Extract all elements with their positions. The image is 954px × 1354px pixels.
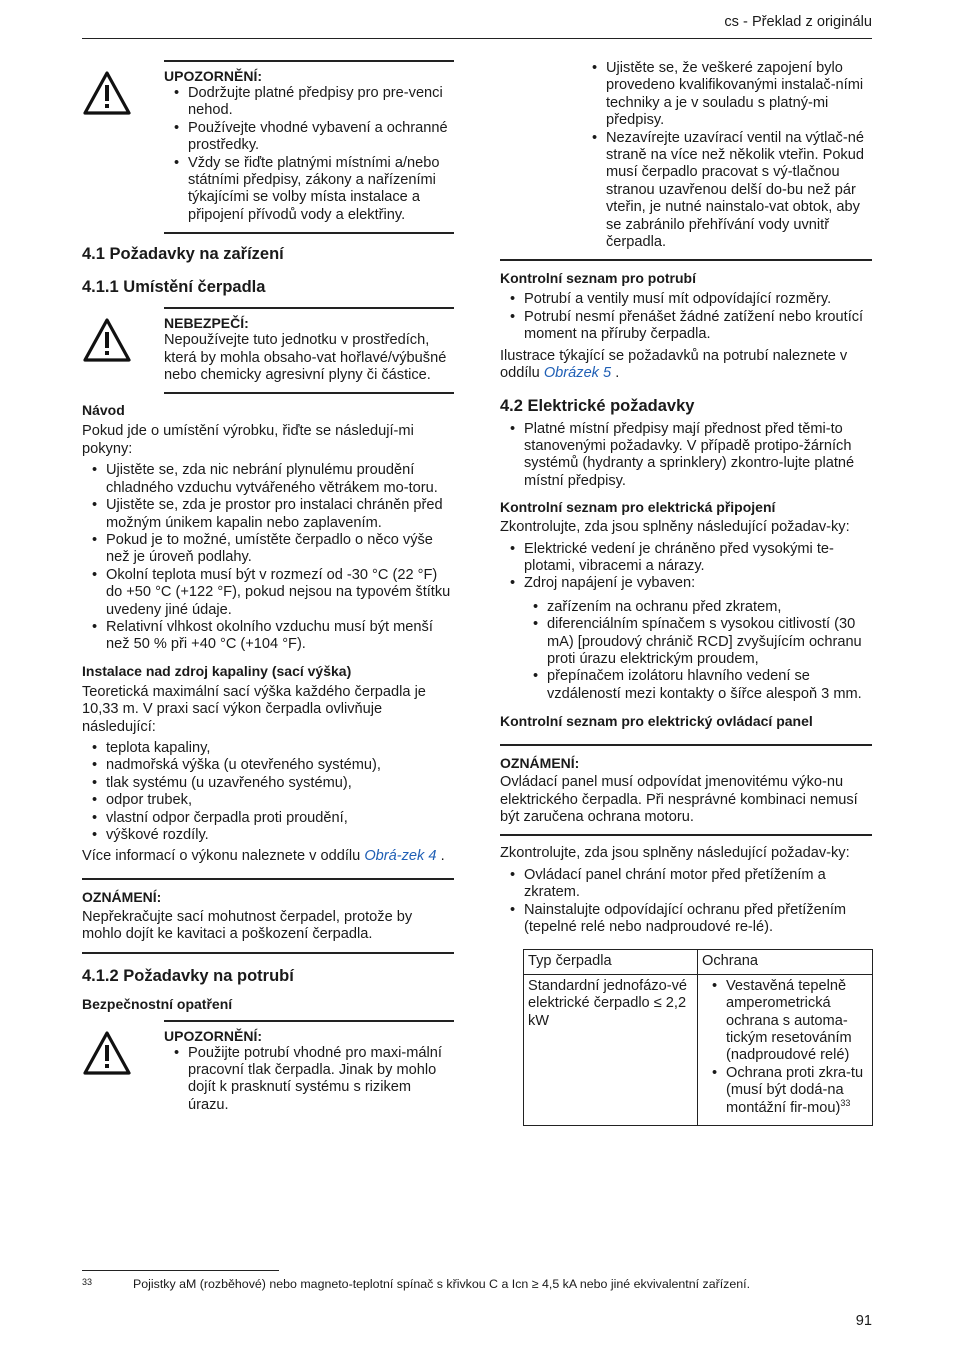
list-item: • tlak systému (u uzavřeného systému), — [82, 775, 454, 792]
navod-list — [82, 462, 454, 653]
protection-table — [523, 949, 873, 1126]
warning-label: UPOZORNĚNÍ: — [164, 1027, 262, 1044]
list-item: • Ovládací panel chrání motor před přetížením a zkratem. — [500, 867, 872, 902]
section-heading-4-1-2: 4.1.2 Požadavky na potrubí — [82, 966, 294, 985]
subheading-pipe-checklist: Kontrolní seznam pro potrubí — [500, 270, 696, 287]
navod-intro: Pokud jde o umístění výrobku, řiďte se následují-mi pokyny: — [82, 423, 414, 457]
list-item: • Pokud je to možné, umístěte čerpadlo o něco výše než je úroveň podlahy. — [82, 532, 454, 567]
list-item: • Použijte potrubí vhodné pro maxi-mální pracovní tlak čerpadla. Jinak by mohlo dojít k prasknutí systému s rizikem úrazu. — [164, 1045, 454, 1115]
warning-box-1-continued — [500, 60, 872, 261]
table-header-protection: Ochrana — [698, 950, 873, 974]
list-item: • teplota kapaliny, — [82, 740, 454, 757]
warning-list — [164, 1045, 454, 1115]
danger-box — [82, 307, 454, 394]
protection-list — [702, 978, 868, 1117]
notice-text: Ovládací panel musí odpovídat jmenovitému výko-nu elektrického čerpadla. Při nesprávné kombinaci nemusí být zaručena ochrana motoru. — [500, 774, 858, 825]
danger-text: Nepoužívejte tuto jednotku v prostředích, která by mohla obsaho-vat hořlavé/výbušné nebo chemicky agresivní plyny či částice. — [164, 332, 447, 384]
list-item: • Potrubí nesmí přenášet žádné zatížení nebo kroutící moment na příruby čerpadla. — [500, 309, 872, 344]
list-item: • Platné místní předpisy mají přednost před těmi-to stanovenými požadavky. V případě protipo-žárních systémů (hydranty a sprinklery) zkontro-lujte platné místní předpisy. — [500, 421, 872, 491]
list-item: • Používejte vhodné vybavení a ochranné prostředky. — [164, 120, 454, 155]
list-item: • odpor trubek, — [82, 792, 454, 809]
illustration-text: Ilustrace týkající se požadavků na potrubí naleznete v oddílu — [500, 347, 848, 382]
list-item: • Zdroj napájení je vybaven: — [500, 575, 872, 592]
page-number: 91 — [855, 1313, 872, 1329]
warning-triangle-icon — [82, 317, 132, 363]
warning-box-2 — [82, 1020, 454, 1119]
panel-checklist — [500, 867, 872, 937]
illustration-paragraph — [500, 348, 872, 383]
header-rule — [82, 38, 872, 39]
footnote-rule — [82, 1270, 279, 1271]
more-info-suffix: . — [440, 848, 445, 865]
subheading-safety: Bezpečnostní opatření — [82, 995, 233, 1012]
subheading-navod: Návod — [82, 402, 125, 419]
electrical-check-intro: Zkontrolujte, zda jsou splněny následující požadav-ky: — [500, 519, 850, 536]
list-item: • Vždy se řiďte platnými místními a/nebo státními předpisy, zákony a nařízeními týkajícími se volby místa instalace a připojení přívodů vody a elektřiny. — [164, 155, 454, 225]
illustration-suffix: . — [615, 365, 620, 382]
warning-label: UPOZORNĚNÍ: — [164, 68, 262, 84]
figure-4-link[interactable]: Obrá-zek 4 — [364, 848, 437, 865]
electrical-list — [500, 421, 872, 491]
list-item: • zařízením na ochranu před zkratem, — [500, 599, 872, 616]
list-item: • Dodržujte platné předpisy pro pre-venci nehod. — [164, 85, 454, 120]
figure-5-link[interactable]: Obrázek 5 — [543, 365, 612, 382]
footnote-text: Pojistky aM (rozběhové) nebo magneto-teplotní spínač s křivkou C a Icn ≥ 4,5 kA nebo jiné ekvivalentní zařízení. — [133, 1277, 751, 1291]
electrical-checklist — [500, 541, 872, 593]
footnote-reference[interactable]: 33 — [840, 1097, 851, 1108]
danger-label: NEBEZPEČÍ: — [164, 315, 249, 332]
suction-intro: Teoretická maximální sací výška každého čerpadla je 10,33 m. V praxi sací výkon čerpadla ovlivňuje následující: — [82, 683, 426, 735]
list-item: • Nezavírejte uzavírací ventil na výtlač-né straně na více než několik vteřin. Pokud musí čerpadlo pracovat s vý-tlačnou stranou uzavřenou delší do-bu než pár vteřin, je nutné nainstalo-vat obtok, aby se zabránilo přehřívání vody uvnitř čerpadla. — [582, 130, 872, 252]
suction-list — [82, 740, 454, 844]
section-heading-4-1-1: 4.1.1 Umístění čerpadla — [82, 278, 266, 297]
panel-intro: Zkontrolujte, zda jsou splněny následující požadav-ky: — [500, 845, 850, 862]
list-item: • Elektrické vedení je chráněno před vysokými te-plotami, vibracemi a nárazy. — [500, 541, 872, 576]
subheading-panel-checklist: Kontrolní seznam pro elektrický ovládací panel — [500, 713, 813, 730]
right-column — [500, 60, 872, 1126]
notice-label: OZNÁMENÍ: — [500, 755, 580, 772]
list-item: • Potrubí a ventily musí mít odpovídající rozměry. — [500, 291, 872, 308]
warning-list-continued — [582, 60, 872, 251]
table-cell-protection — [698, 974, 873, 1125]
notice-box-1 — [82, 878, 454, 954]
list-item — [702, 1065, 868, 1117]
notice-text: Nepřekračujte sací mohutnost čerpadel, protože by mohlo dojít ke kavitaci a poškození čerpadla. — [82, 908, 413, 943]
table-cell-pump-type: Standardní jednofázo-vé elektrické čerpadlo ≤ 2,2 kW — [524, 974, 698, 1125]
list-item-text: Ochrana proti zkra-tu (musí být dodá-na montážní fir-mou) — [726, 1064, 864, 1116]
header-language-label: cs - Překlad z originálu — [724, 14, 872, 30]
list-item: • přepínačem izolátoru hlavního vedení se vzdáleností mezi kontakty o šířce alespoň 3 mm. — [500, 668, 872, 703]
more-info-paragraph — [82, 848, 454, 865]
section-heading-4-1: 4.1 Požadavky na zařízení — [82, 245, 284, 264]
warning-list — [164, 85, 454, 224]
notice-box-2 — [500, 744, 872, 836]
list-item: • Ujistěte se, zda nic nebrání plynulému proudění chladného vzduchu vytvářeného větrákem mo-toru. — [82, 462, 454, 497]
power-supply-sublist — [500, 599, 872, 703]
list-item: • Relativní vlhkost okolního vzduchu musí být menší než 50 % při +40 °C (+104 °F). — [82, 619, 454, 654]
list-item: • Ujistěte se, že veškeré zapojení bylo provedeno kvalifikovanými instalač-ními techniky a je v souladu s platný-mi předpisy. — [582, 60, 872, 130]
subheading-suction: Instalace nad zdroj kapaliny (sací výška) — [82, 662, 352, 679]
table-header-pump-type: Typ čerpadla — [524, 950, 698, 974]
list-item: • výškové rozdíly. — [82, 827, 454, 844]
section-heading-4-2: 4.2 Elektrické požadavky — [500, 396, 695, 415]
list-item: • vlastní odpor čerpadla proti proudění, — [82, 810, 454, 827]
table-header-row — [524, 950, 873, 974]
warning-triangle-icon — [82, 1030, 132, 1076]
table-row — [524, 974, 873, 1125]
list-item: • nadmořská výška (u otevřeného systému), — [82, 757, 454, 774]
list-item: • Okolní teplota musí být v rozmezí od -30 °C (22 °F) do +50 °C (+122 °F), pokud nejsou na typovém štítku uvedeny jiné údaje. — [82, 567, 454, 619]
list-item: • Ujistěte se, zda je prostor pro instalaci chráněn před možným únikem kapalin nebo zaplavením. — [82, 497, 454, 532]
more-info-text: Více informací o výkonu naleznete v oddílu — [82, 848, 361, 865]
left-column — [82, 60, 454, 1118]
list-item: • Nainstalujte odpovídající ochranu před přetížením (tepelné relé nebo nadproudové re-lé). — [500, 902, 872, 937]
subheading-electrical-checklist: Kontrolní seznam pro elektrická připojení — [500, 499, 776, 516]
footnote-number: 33 — [82, 1277, 93, 1287]
list-item: • diferenciálním spínačem s vysokou citlivostí (30 mA) [proudový chránič RCD] zvyšujícím ochranu proti úrazu elektrickým proudem, — [500, 616, 872, 668]
list-item: • Vestavěná tepelně amperometrická ochrana s automa-tickým resetováním (nadproudové relé) — [702, 978, 868, 1065]
warning-triangle-icon — [82, 70, 132, 116]
notice-label: OZNÁMENÍ: — [82, 888, 162, 905]
pipe-checklist — [500, 291, 872, 343]
warning-box-1 — [82, 60, 454, 234]
